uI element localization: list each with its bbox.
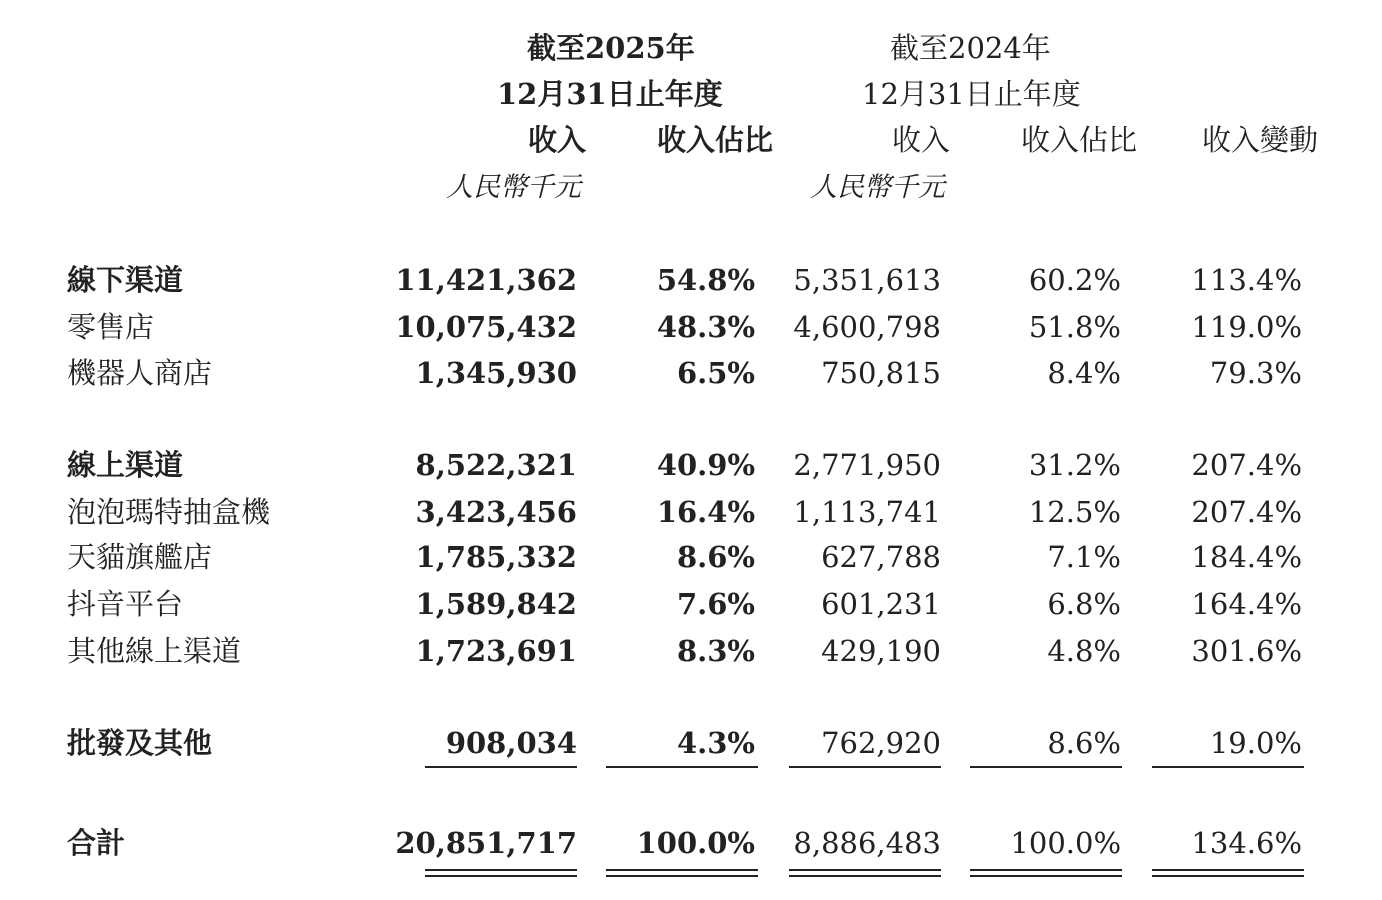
column-header-revenue-2024: 收入 xyxy=(892,123,951,157)
subtotal-rule-share-2025 xyxy=(606,766,758,768)
total-double-rule-rev-2025-a xyxy=(425,869,577,871)
row-label: 批發及其他 xyxy=(67,726,213,760)
cell-revenue-2025: 908,034 xyxy=(445,726,577,760)
cell-revenue-2025: 1,589,842 xyxy=(415,587,577,621)
cell-share-2025: 8.3% xyxy=(676,634,755,668)
cell-share-2024: 60.2% xyxy=(1028,263,1121,297)
cell-revenue-2024: 762,920 xyxy=(821,726,941,760)
total-double-rule-share-2024-a xyxy=(970,869,1122,871)
period-2024-line1: 截至2024年 xyxy=(890,31,1051,65)
cell-share-2025: 40.9% xyxy=(656,448,755,482)
total-double-rule-rev-2024-b xyxy=(789,875,941,877)
unit-label-2024: 人民幣千元 xyxy=(810,172,945,203)
cell-share-2025: 4.3% xyxy=(676,726,755,760)
column-header-revenue-2025: 收入 xyxy=(528,123,587,157)
column-header-share-2025: 收入佔比 xyxy=(657,123,774,157)
cell-revenue-2024: 5,351,613 xyxy=(793,263,941,297)
cell-revenue-2024: 4,600,798 xyxy=(793,310,941,344)
cell-revenue-change: 113.4% xyxy=(1191,263,1302,297)
subtotal-rule-rev-2025 xyxy=(425,766,577,768)
cell-revenue-change: 19.0% xyxy=(1209,726,1302,760)
cell-revenue-2025: 10,075,432 xyxy=(395,310,577,344)
column-header-revenue-change: 收入變動 xyxy=(1202,123,1319,157)
period-2024-line2: 12月31日止年度 xyxy=(862,77,1081,111)
cell-share-2024: 8.6% xyxy=(1047,726,1121,760)
cell-revenue-2025: 11,421,362 xyxy=(395,263,577,297)
cell-share-2024: 100.0% xyxy=(1010,826,1121,860)
cell-revenue-2024: 1,113,741 xyxy=(793,495,941,529)
cell-revenue-change: 207.4% xyxy=(1191,448,1302,482)
cell-revenue-change: 164.4% xyxy=(1191,587,1302,621)
cell-share-2024: 51.8% xyxy=(1028,310,1121,344)
cell-share-2024: 4.8% xyxy=(1047,634,1121,668)
cell-revenue-2025: 1,723,691 xyxy=(415,634,577,668)
column-header-share-2024: 收入佔比 xyxy=(1021,123,1138,157)
cell-share-2025: 54.8% xyxy=(656,263,755,297)
cell-revenue-2025: 20,851,717 xyxy=(395,826,577,860)
cell-revenue-change: 119.0% xyxy=(1191,310,1302,344)
cell-revenue-2025: 8,522,321 xyxy=(415,448,577,482)
total-double-rule-rev-2025-b xyxy=(425,875,577,877)
cell-revenue-2024: 627,788 xyxy=(821,540,941,574)
cell-revenue-change: 134.6% xyxy=(1191,826,1302,860)
total-double-rule-change-a xyxy=(1152,869,1304,871)
row-label: 合計 xyxy=(67,826,126,860)
subtotal-rule-change xyxy=(1152,766,1304,768)
row-label: 機器人商店 xyxy=(67,356,213,390)
total-double-rule-change-b xyxy=(1152,875,1304,877)
cell-share-2025: 48.3% xyxy=(656,310,755,344)
cell-share-2025: 8.6% xyxy=(676,540,755,574)
cell-share-2024: 8.4% xyxy=(1047,356,1121,390)
cell-revenue-change: 184.4% xyxy=(1191,540,1302,574)
cell-revenue-2024: 429,190 xyxy=(821,634,941,668)
cell-revenue-2025: 1,785,332 xyxy=(415,540,577,574)
cell-share-2024: 12.5% xyxy=(1028,495,1121,529)
cell-share-2025: 7.6% xyxy=(676,587,755,621)
cell-share-2025: 6.5% xyxy=(676,356,755,390)
cell-share-2025: 100.0% xyxy=(636,826,755,860)
cell-revenue-change: 301.6% xyxy=(1191,634,1302,668)
period-2025-line2: 12月31日止年度 xyxy=(497,77,723,111)
cell-share-2024: 31.2% xyxy=(1028,448,1121,482)
subtotal-rule-rev-2024 xyxy=(789,766,941,768)
unit-label-2025: 人民幣千元 xyxy=(446,172,581,203)
cell-revenue-2024: 750,815 xyxy=(821,356,941,390)
total-double-rule-share-2025-a xyxy=(606,869,758,871)
cell-revenue-2024: 601,231 xyxy=(821,587,941,621)
cell-share-2024: 7.1% xyxy=(1047,540,1121,574)
row-label: 線上渠道 xyxy=(67,448,184,482)
total-double-rule-share-2025-b xyxy=(606,875,758,877)
cell-revenue-2024: 2,771,950 xyxy=(793,448,941,482)
total-double-rule-share-2024-b xyxy=(970,875,1122,877)
row-label: 抖音平台 xyxy=(67,587,184,621)
row-label: 其他線上渠道 xyxy=(67,634,242,668)
row-label: 泡泡瑪特抽盒機 xyxy=(67,495,271,529)
cell-revenue-2024: 8,886,483 xyxy=(793,826,941,860)
cell-share-2025: 16.4% xyxy=(656,495,755,529)
period-2025-line1: 截至2025年 xyxy=(527,31,695,65)
cell-revenue-2025: 3,423,456 xyxy=(415,495,577,529)
row-label: 線下渠道 xyxy=(67,263,184,297)
cell-revenue-2025: 1,345,930 xyxy=(415,356,577,390)
subtotal-rule-share-2024 xyxy=(970,766,1122,768)
row-label: 天貓旗艦店 xyxy=(67,540,213,574)
cell-revenue-change: 207.4% xyxy=(1191,495,1302,529)
total-double-rule-rev-2024-a xyxy=(789,869,941,871)
row-label: 零售店 xyxy=(67,310,155,344)
cell-share-2024: 6.8% xyxy=(1047,587,1121,621)
cell-revenue-change: 79.3% xyxy=(1209,356,1302,390)
